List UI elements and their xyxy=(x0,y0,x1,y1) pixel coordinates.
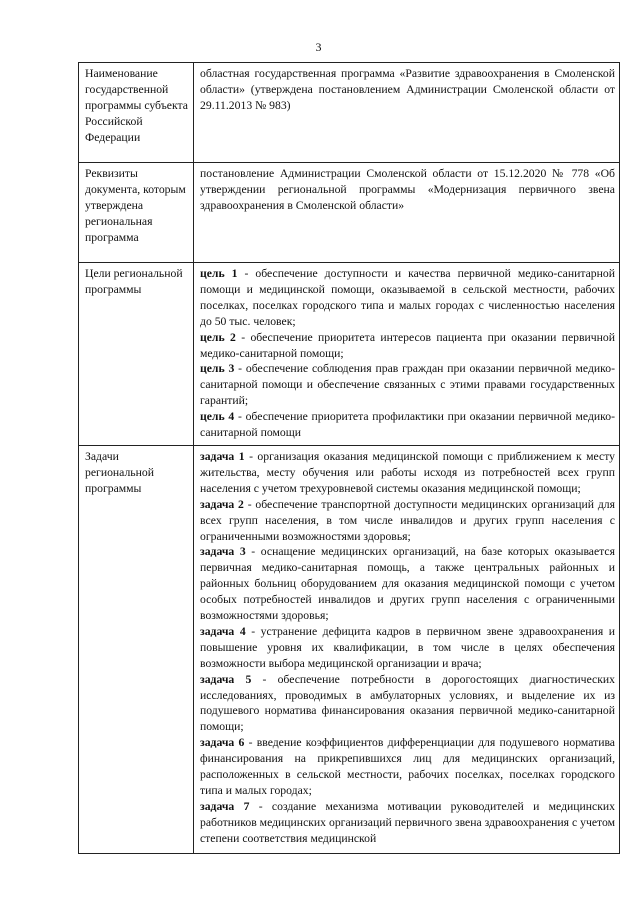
row-label-requisites: Реквизиты документа, которым утверждена региональная программа xyxy=(79,163,194,263)
task-number: задача 7 xyxy=(200,799,250,813)
task-item xyxy=(200,544,615,624)
row-label-tasks: Задачи региональной программы xyxy=(79,445,194,853)
goal-text: - обеспечение приоритета интересов пациента при оказании первичной медико-санитарной помощи; xyxy=(200,330,615,360)
goal-number: цель 4 xyxy=(200,410,235,424)
task-text: - обеспечение транспортной доступности медицинских организаций для всех групп населения, в том числе инвалидов и других групп населения с ограниченными возможностями здоровья; xyxy=(200,497,616,543)
goal-number: цель 2 xyxy=(200,330,236,344)
goal-text: - обеспечение соблюдения прав граждан при оказании первичной медико-санитарной помощи и обеспечение связанных с этими правами государственных гарантий; xyxy=(200,362,615,408)
task-text: - обеспечение потребности в дорогостоящих диагностических исследованиях, проводимых в амбулаторных условиях, и выделение их из подушевого норматива финансирования оказания первичной медико-санитарной помощи; xyxy=(200,672,616,734)
row-value-program-name: областная государственная программа «Развитие здравоохранения в Смоленской области» (утверждена постановлением Администрации Смоленской области от 29.11.2013 № 983) xyxy=(194,63,620,163)
task-number: задача 4 xyxy=(200,624,246,638)
task-text: - оснащение медицинских организаций, на базе которых оказывается первичная медико-санитарная помощь, а также центральных районных и районных больниц оборудованием для оказания медицинской помощи с учетом особых потребностей инвалидов и других групп населения с ограниченными возможностями здоровья; xyxy=(200,545,615,623)
task-text: - организация оказания медицинской помощи с приближением к месту жительства, месту обучения или работы исходя из потребностей всех групп населения с учетом трехуровневой системы оказания медицинской помощи; xyxy=(200,449,616,495)
goal-number: цель 3 xyxy=(200,362,235,376)
task-item xyxy=(200,672,615,736)
task-item xyxy=(200,624,615,672)
task-item xyxy=(200,497,615,545)
task-item xyxy=(200,449,615,497)
goal-text: - обеспечение приоритета профилактики при оказании первичной медико-санитарной помощи xyxy=(200,410,615,440)
row-value-goals xyxy=(194,263,620,446)
table-row-requisites xyxy=(79,163,620,263)
goal-item xyxy=(200,409,615,441)
table-row-tasks xyxy=(79,445,620,853)
task-number: задача 5 xyxy=(200,672,252,686)
task-item xyxy=(200,735,615,799)
row-label-goals: Цели региональной программы xyxy=(79,263,194,446)
task-text: - введение коэффициентов дифференциации для подушевого норматива финансирования на прикрепившихся лиц для медицинских организаций, расположенных в сельской местности, рабочих поселках, поселках городского типа и малых городах; xyxy=(200,736,615,797)
goal-item xyxy=(200,361,615,409)
page-number: 3 xyxy=(315,40,322,54)
task-item xyxy=(200,799,615,847)
table-row-goals xyxy=(79,263,620,446)
table-row-program-name xyxy=(79,63,620,163)
goal-number: цель 1 xyxy=(200,267,238,280)
row-value-requisites: постановление Администрации Смоленской области от 15.12.2020 № 778 «Об утверждении региональной программы «Модернизация первичного звена здравоохранения в Смоленской области» xyxy=(194,163,620,263)
task-number: задача 1 xyxy=(200,449,245,463)
task-text: - создание механизма мотивации руководителей и медицинских работников медицинских организаций первичного звена здравоохранения с учетом степени соответствия медицинской xyxy=(200,799,616,845)
task-text: - устранение дефицита кадров в первичном звене здравоохранения и повышение уровня их квалификации, в том числе в целях обеспечения возможности выбора медицинской организации и врача; xyxy=(200,624,615,670)
task-number: задача 3 xyxy=(200,545,246,559)
program-passport-table xyxy=(78,62,620,854)
task-number: задача 6 xyxy=(200,736,245,750)
goal-item xyxy=(200,330,615,362)
row-value-tasks xyxy=(194,445,620,853)
task-number: задача 2 xyxy=(200,497,244,511)
row-label-program-name: Наименование государственной программы субъекта Российской Федерации xyxy=(79,63,194,163)
goal-item xyxy=(200,266,615,330)
goal-text: - обеспечение доступности и качества первичной медико-санитарной помощи и медицинской помощи, оказываемой в сельской местности, рабочих поселках, поселках городского типа и малых городах с численностью населения до 50 тыс. человек; xyxy=(200,267,615,328)
